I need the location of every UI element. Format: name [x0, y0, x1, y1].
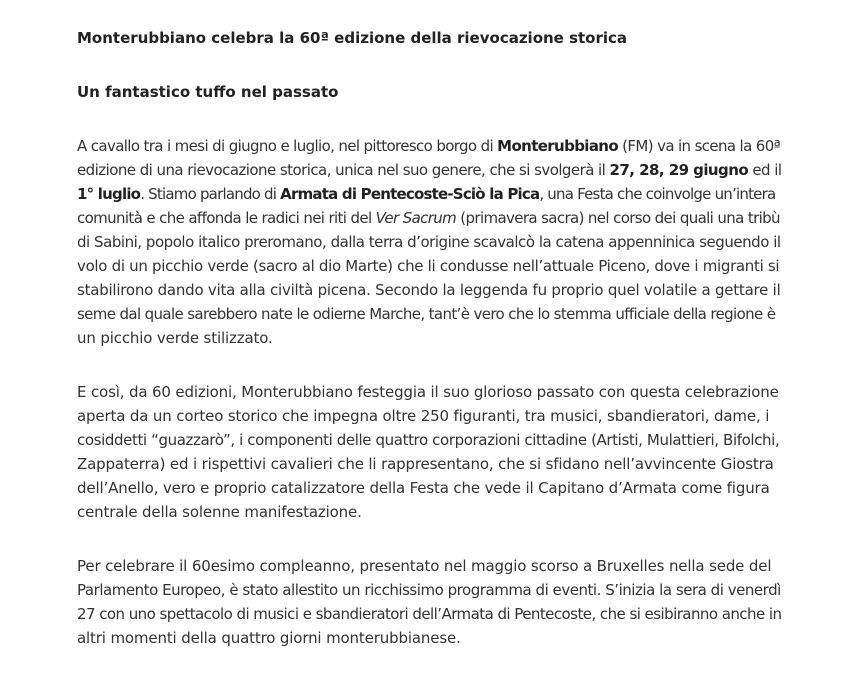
- text-line: seme dal quale sarebbero nate le odierne Marche, tant’è vero che lo stemma ufficiale della regione è: [77, 305, 776, 323]
- text-line: [77, 158, 782, 182]
- paragraph-celebration: [77, 380, 782, 524]
- bold-date: 1° luglio: [77, 185, 141, 203]
- text-line: cosiddetti “guazzarò”, i componenti delle quattro corporazioni cittadine (Artisti, Mulattieri, Bifolchi,: [77, 431, 780, 449]
- text-run: , una Festa che coinvolge un’intera: [539, 185, 776, 203]
- text-run: (primavera sacra) nel corso dei quali una tribù: [456, 209, 780, 227]
- text-line: [77, 206, 782, 230]
- text-line: [77, 134, 782, 158]
- text-run: ed il: [748, 161, 782, 179]
- text-line: Zappaterra) ed i rispettivi cavalieri che li rappresentano, che si sfidano nell’avvincente Giostra: [77, 455, 774, 473]
- paragraph-program: [77, 554, 782, 650]
- bold-event-name: Armata di Pentecoste-Sciò la Pica: [280, 185, 540, 203]
- article-subtitle: Un fantastico tuffo nel passato: [77, 83, 339, 101]
- text-line: centrale della solenne manifestazione.: [77, 503, 362, 521]
- text-line: 27 con uno spettacolo di musici e sbandieratori dell’Armata di Pentecoste, che si esibiranno anche in: [77, 605, 782, 623]
- article-title: Monterubbiano celebra la 60ª edizione della rievocazione storica: [77, 29, 628, 47]
- text-run: edizione di una rievocazione storica, unica nel suo genere, che si svolgerà il: [77, 161, 610, 179]
- text-run: (FM) va in scena la 60ª: [618, 137, 781, 155]
- text-line: Per celebrare il 60esimo compleanno, presentato nel maggio scorso a Bruxelles nella sede del: [77, 557, 772, 575]
- text-run: A cavallo tra i mesi di giugno e luglio, nel pittoresco borgo di: [77, 137, 498, 155]
- text-line: dell’Anello, vero e proprio catalizzatore della Festa che vede il Capitano d’Armata come figura: [77, 479, 770, 497]
- text-run: . Stiamo parlando di: [140, 185, 281, 203]
- text-line: E così, da 60 edizioni, Monterubbiano festeggia il suo glorioso passato con questa celebrazione: [77, 383, 779, 401]
- italic-term: Ver Sacrum: [375, 209, 457, 227]
- text-line: un picchio verde stilizzato.: [77, 329, 273, 347]
- text-line: aperta da un corteo storico che impegna oltre 250 figuranti, tra musici, sbandieratori, dame, i: [77, 407, 770, 425]
- bold-dates: 27, 28, 29 giugno: [609, 161, 749, 179]
- text-line: stabilirono dando vita alla civiltà picena. Secondo la leggenda fu proprio quel volatile a gettare il: [77, 281, 781, 299]
- text-line: [77, 182, 782, 206]
- bold-place-name: Monterubbiano: [497, 137, 619, 155]
- text-run: comunità e che affonda le radici nei riti del: [77, 209, 376, 227]
- paragraph-intro: [77, 134, 782, 350]
- text-line: volo di un picchio verde (sacro al dio Marte) che li condusse nell’attuale Piceno, dove i migranti si: [77, 257, 780, 275]
- text-line: Parlamento Europeo, è stato allestito un ricchissimo programma di eventi. S’inizia la sera di venerdì: [77, 581, 781, 599]
- text-line: altri momenti della quattro giorni monterubbianese.: [77, 629, 461, 647]
- text-line: di Sabini, popolo italico preromano, dalla terra d’origine scavalcò la catena appenninica seguendo il: [77, 233, 781, 251]
